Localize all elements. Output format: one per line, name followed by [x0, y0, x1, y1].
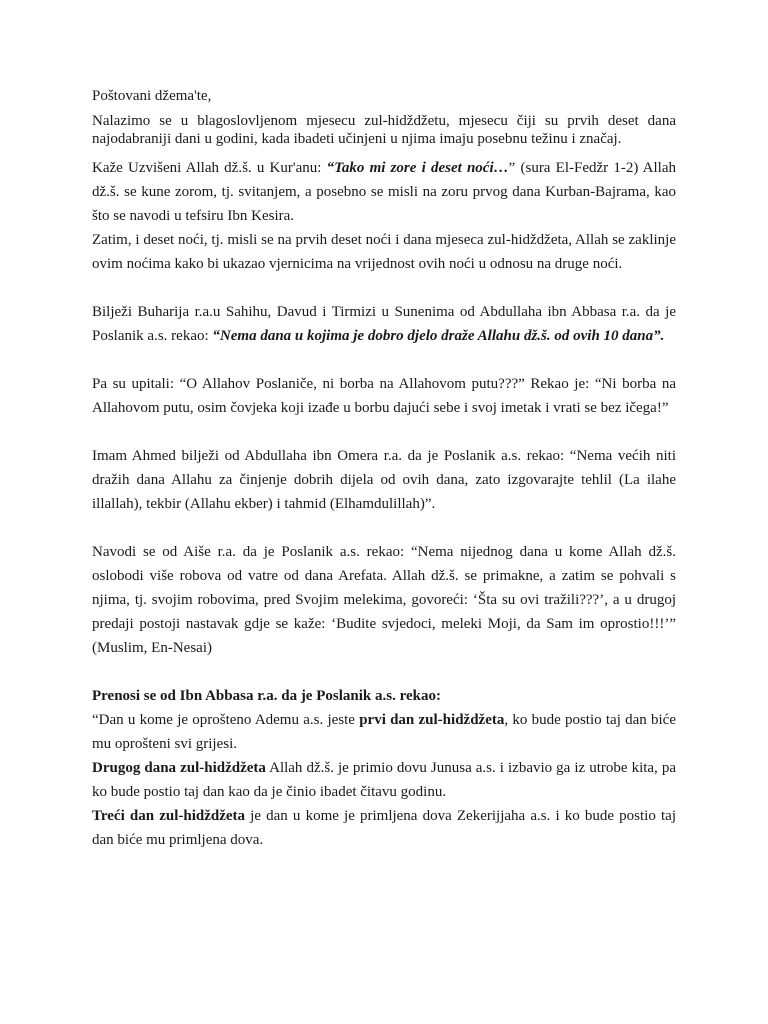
buhari-quote: “Nema dana u kojima je dobro djelo draže Allahu dž.š. od ovih 10 dana”. [212, 328, 665, 344]
day-two-label: Drugog dana zul-hidždžeta [92, 760, 266, 776]
greeting: Poštovani džema'te, [92, 88, 212, 104]
day-three-text: je dan u kome je primljena dova Zekerijjaha a.s. i ko bude postio taj dan biće mu primljena dova. [92, 808, 676, 848]
quran-quote: “Tako mi zore i deset noći… [326, 160, 509, 176]
day-one-text-a: “Dan u kome je oprošteno Ademu a.s. jeste [92, 712, 360, 728]
document-page [92, 84, 676, 852]
day-one-text-b: , ko bude postio taj dan biće mu oprošteni svi grijesi. [92, 712, 676, 752]
ibn-abbas-section [92, 684, 676, 852]
ahmed-paragraph: Imam Ahmed bilježi od Abdullaha ibn Omera r.a. da je Poslanik a.s. rekao: “Nema većih niti dražih dana Allahu za činjenje dobrih dijela od ovih dana, zato izgovarajte tehlil (La ilahe illallah), tekbir (Allahu ekber) i tahmid (Elhamdulillah)”. [92, 448, 676, 512]
quran-paragraph [92, 156, 676, 276]
ibn-abbas-heading: Prenosi se od Ibn Abbasa r.a. da je Poslanik a.s. rekao: [92, 688, 441, 704]
intro-paragraph: Nalazimo se u blagoslovljenom mjesecu zul-hidždžetu, mjesecu čiji su prvih deset dana najodabraniji dani u godini, kada ibadeti učinjeni u njima imaju posebnu težinu i značaj. [92, 113, 676, 147]
day-two-text: Allah dž.š. je primio dovu Junusa a.s. i izbavio ga iz utrobe kita, pa ko bude postio taj dan kao da je činio ibadet čitavu godinu. [92, 760, 676, 800]
buhari-intro-text: Bilježi Buharija r.a.u Sahihu, Davud i Tirmizi u Sunenima od Abdullaha ibn Abbasa r.a. da je Poslanik a.s. rekao: [92, 304, 676, 344]
quran-continuation: Zatim, i deset noći, tj. misli se na prvih deset noći i dana mjeseca zul-hidždžeta, Allah se zaklinje ovim noćima kako bi ukazao vjernicima na vrijednost ovih noći u odnosu na druge noći. [92, 232, 676, 272]
day-one-label: prvi dan zul-hidždžeta [359, 712, 505, 728]
question-paragraph: Pa su upitali: “O Allahov Poslaniče, ni borba na Allahovom putu???” Rekao je: “Ni borba na Allahovom putu, osim čovjeka koji izađe u borbu dajući sebe i svoj imetak i vrati se bez ičega!” [92, 376, 676, 416]
quran-explanation: ” (sura El-Fedžr 1-2) Allah dž.š. se kune zorom, tj. svitanjem, a posebno se misli na zoru prvog dana Kurban-Bajrama, kao što se navodi u tefsiru Ibn Kesira. [92, 160, 676, 224]
buhari-paragraph [92, 300, 676, 348]
quran-intro-text: Kaže Uzvišeni Allah dž.š. u Kur'anu: [92, 160, 327, 176]
aisha-paragraph: Navodi se od Aiše r.a. da je Poslanik a.s. rekao: “Nema nijednog dana u kome Allah dž.š. oslobodi više robova od vatre od dana Arefata. Allah dž.š. se primakne, a zatim se pohvali s njima, tj. svojim robovima, pred Svojim melekima, govoreći: ‘Šta su ovi tražili???’, a u drugoj predaji postoji nastavak gdje se kaže: ‘Budite svjedoci, meleki Moji, da Sam im oprostio!!!’” (Muslim, En-Nesai) [92, 544, 676, 656]
day-three-label: Treći dan zul-hidždžeta [92, 808, 246, 824]
